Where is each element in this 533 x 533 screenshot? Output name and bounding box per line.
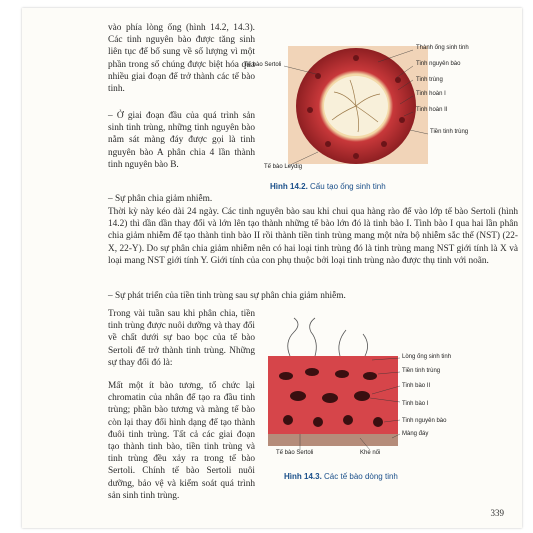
paragraph-6: Trong vài tuần sau khi phân chia, tiền tinh trùng được nuôi dưỡng và thay đổi về chất dưới sự bao bọc của tế bào Sertoli để trở thành tinh trùng. Những sự thay đổi đó là: [108, 309, 255, 368]
label-spermatocyte-1: Tinh hoàn I [416, 91, 446, 97]
paragraph-3: – Sự phân chia giảm nhiễm. [108, 194, 213, 204]
paragraph-2: – Ở giai đoạn đầu của quá trình sản sinh tinh trùng, những tinh nguyên bào nằm sát màng đáy được gọi là tinh nguyên bào A phân chia 4 lần thành tinh nguyên bào B. [108, 111, 255, 170]
label-spermatogonia-2: Tinh nguyên bào [402, 418, 447, 424]
caption-text-2: Các tế bào dòng tinh [324, 472, 398, 481]
figure-14-3 [260, 316, 520, 466]
figure-14-3-caption [284, 472, 398, 481]
spermatogenic-cells-illustration [260, 316, 520, 466]
label-spermatocyte-ii: Tinh bào II [402, 383, 431, 389]
caption-number: Hình 14.2. [270, 182, 308, 191]
caption-number-2: Hình 14.3. [284, 472, 322, 481]
seminiferous-tubule-illustration [258, 40, 520, 198]
label-sperm: Tinh trùng [416, 77, 443, 83]
label-sertoli-cell: Tế bào Sertoli [244, 62, 282, 68]
page-number: 339 [490, 508, 504, 518]
figure-14-2 [244, 40, 520, 198]
paragraph-4: Thời kỳ này kéo dài 24 ngày. Các tinh nguyên bào sau khi chui qua hàng rào để vào lớp tế bào Sertoli (hình 14.2) thì dần dần thay đổi và lớn lên tạo thành những tế bào lớn đó là tinh bào I. Tinh bào I qua hai lần phân chia giảm nhiễm để tạo thành tinh bào II rồi thành tiền tinh trùng mang một nửa bộ nhiễm sắc thể (NST) (22-X, 22-Y). Do sự phân chia giảm nhiễm nên có hai loại tinh trùng đó là tinh trùng mang NST giới tính là X và loại mang NST giới tính Y. Giới tính của con phụ thuộc bởi loại tinh trùng nào được thụ tinh với noãn. [108, 207, 518, 266]
paragraph-1: vào phía lòng ống (hình 14.2, 14.3). Các tinh nguyên bào được tăng sinh liên tục để bổ sung về số lượng vì một phần trong số chúng được biệt hóa qua nhiều giai đoạn để trở thành các tế bào tinh. [108, 23, 255, 95]
label-basement-membrane: Màng đáy [402, 431, 429, 437]
label-spermatid-2: Tiền tinh trùng [402, 368, 441, 374]
label-junction: Khe nối [360, 450, 381, 456]
caption-text: Cấu tạo ống sinh tinh [310, 182, 386, 191]
book-page [22, 8, 522, 528]
figure-14-2-caption [270, 182, 386, 191]
label-spermatocyte-i: Tinh bào I [402, 401, 429, 407]
label-spermatid: Tiền tinh trùng [430, 129, 469, 135]
label-spermatogonia: Tinh nguyên bào [416, 61, 461, 67]
label-tubule-wall: Thành ống sinh tinh [416, 45, 469, 51]
label-spermatocyte-2: Tinh hoàn II [416, 107, 448, 113]
paragraph-7: Mất một ít bào tương, tổ chức lại chromatin của nhân để tạo ra đầu tinh trùng; phần bào tương và màng tế bào còn lại thay đổi hình dạng để tạo thành đuôi tinh trùng. Tất cả các giai đoạn tạo thành tinh bào, tiền tinh trùng và tinh trùng đều xảy ra trong tế bào Sertoli. Chính tế bào Sertoli nuôi dưỡng, bảo vệ và kiểm soát quá trình sản sinh tinh trùng. [108, 381, 255, 501]
paragraph-5: – Sự phát triển của tiền tinh trùng sau sự phân chia giảm nhiễm. [108, 291, 346, 301]
label-sertoli-cell-2: Tế bào Sertoli [276, 450, 314, 456]
label-leydig-cell: Tế bào Leydig [264, 164, 303, 170]
label-lumen: Lòng ống sinh tinh [402, 354, 452, 360]
